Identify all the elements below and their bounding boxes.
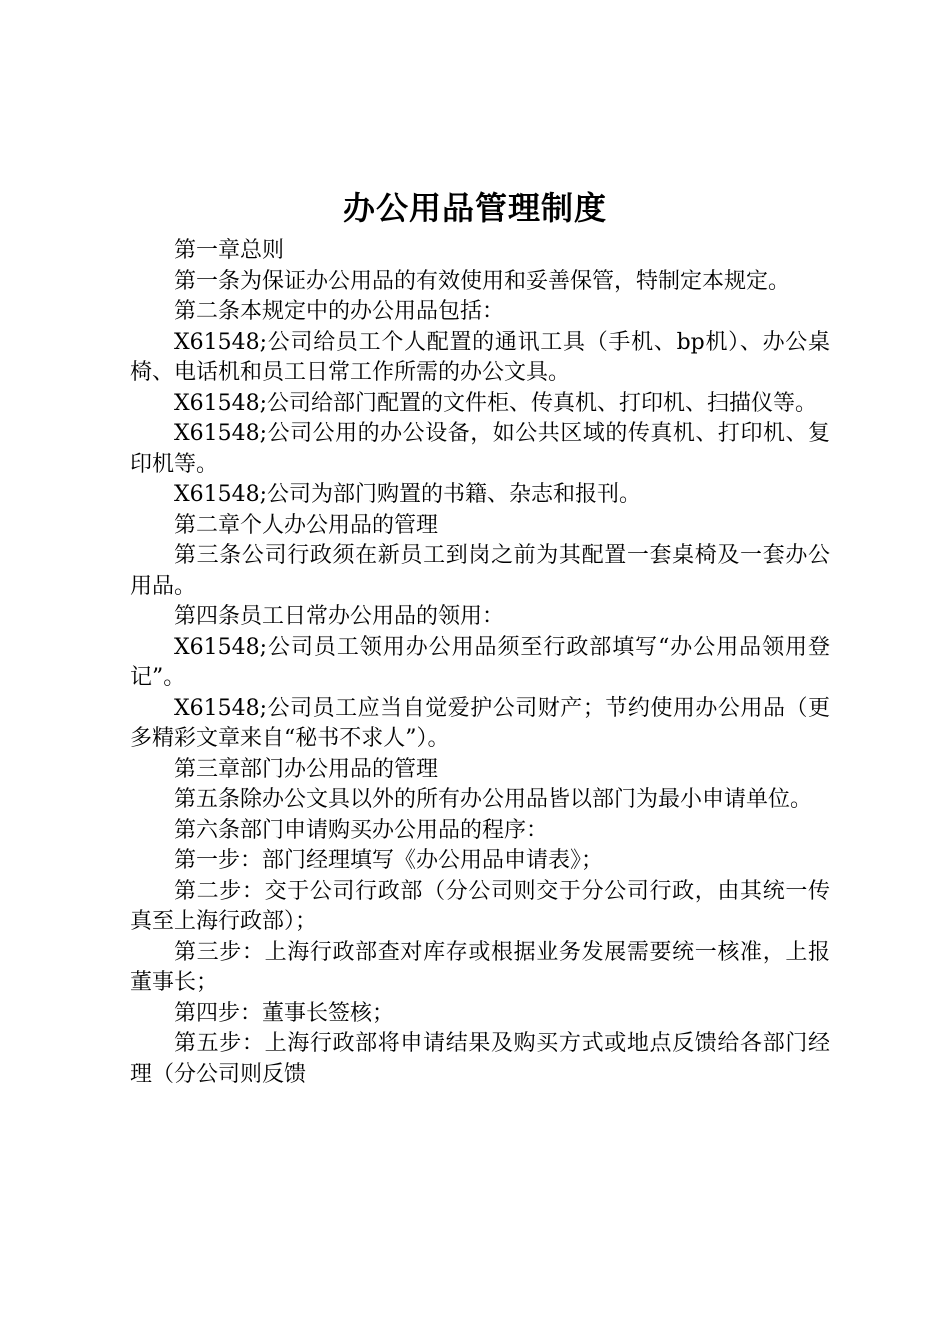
article-4-item-2: X61548;公司员工应当自觉爱护公司财产；节约使用办公用品（更多精彩文章来自“秘书不求人”）。	[130, 695, 830, 751]
article-2-item-3: X61548;公司公用的办公设备，如公共区域的传真机、打印机、复印机等。	[130, 421, 830, 477]
document-title: 办公用品管理制度	[342, 189, 607, 227]
chapter-1-heading: 第一章总则	[174, 238, 285, 263]
article-6: 第六条部门申请购买办公用品的程序：	[174, 817, 549, 843]
step-5: 第五步：上海行政部将申请结果及购买方式或地点反馈给各部门经理（分公司则反馈	[130, 1031, 830, 1087]
document-body	[130, 236, 830, 1090]
article-2-item-2: X61548;公司给部门配置的文件柜、传真机、打印机、扫描仪等。	[174, 390, 818, 416]
article-2-item-1: X61548;公司给员工个人配置的通讯工具（手机、bp机）、办公桌椅、电话机和员工日常工作所需的办公文具。	[130, 329, 830, 385]
article-2-item-4: X61548;公司为部门购置的书籍、杂志和报刊。	[174, 482, 642, 507]
step-2: 第二步：交于公司行政部（分公司则交于分公司行政，由其统一传真至上海行政部）；	[130, 878, 830, 934]
step-1: 第一步：部门经理填写《办公用品申请表》；	[174, 848, 604, 873]
article-2: 第二条本规定中的办公用品包括：	[174, 299, 505, 324]
article-3: 第三条公司行政须在新员工到岗之前为其配置一套桌椅及一套办公用品。	[130, 543, 830, 599]
chapter-2-heading: 第二章个人办公用品的管理	[174, 512, 439, 538]
article-4-item-1: X61548;公司员工领用办公用品须至行政部填写“办公用品领用登记”。	[130, 634, 830, 690]
article-5: 第五条除办公文具以外的所有办公用品皆以部门为最小申请单位。	[174, 787, 813, 812]
article-1: 第一条为保证办公用品的有效使用和妥善保管，特制定本规定。	[174, 268, 791, 294]
chapter-3-heading: 第三章部门办公用品的管理	[174, 756, 439, 782]
article-4: 第四条员工日常办公用品的领用：	[174, 604, 505, 629]
step-4: 第四步：董事长签核；	[174, 1000, 395, 1026]
step-3: 第三步：上海行政部查对库存或根据业务发展需要统一核准，上报董事长；	[130, 939, 830, 995]
